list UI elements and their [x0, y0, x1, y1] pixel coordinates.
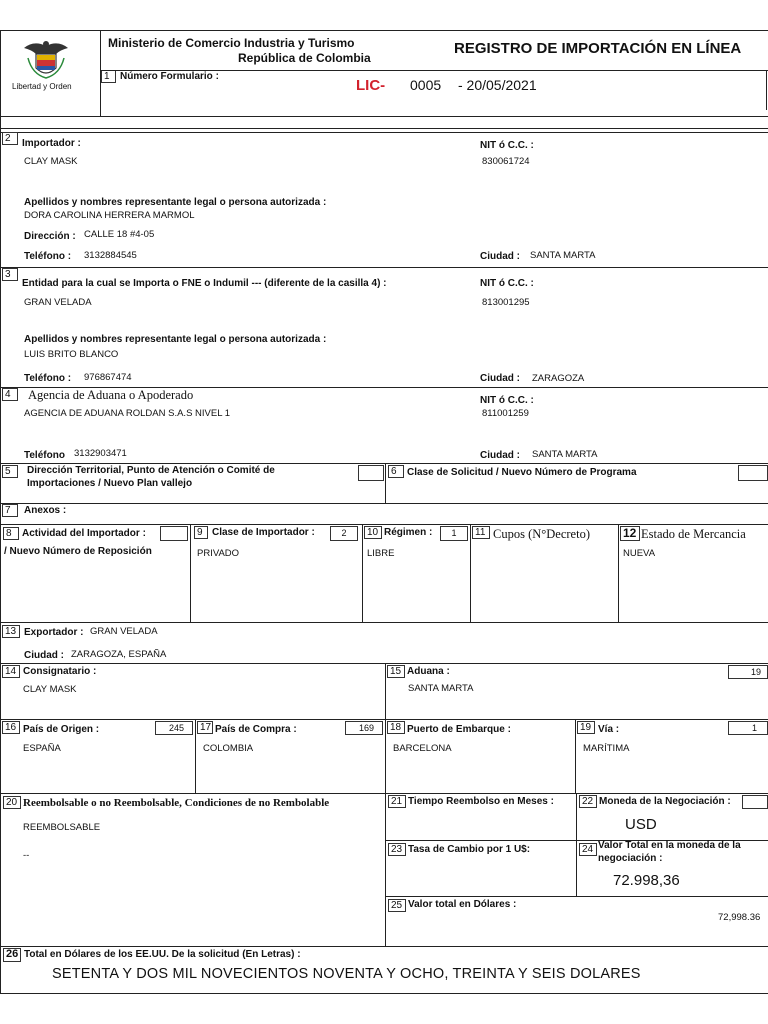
box5-top-rule [0, 463, 768, 464]
box13-value: GRAN VELADA [90, 626, 158, 637]
box10-value: LIBRE [367, 548, 395, 559]
header-gap-rule [0, 128, 768, 129]
box23-label: Tasa de Cambio por 1 U$: [408, 844, 531, 855]
box-number-1: 1 [101, 70, 116, 83]
box14-value: CLAY MASK [23, 684, 77, 695]
box20-value: REEMBOLSABLE [23, 822, 101, 833]
box25-label: Valor total en Dólares : [408, 899, 517, 910]
agency-nit-label: NIT ó C.C. : [480, 395, 534, 406]
box10-label: Régimen : [384, 527, 433, 538]
box6-label: Clase de Solicitud / Nuevo Número de Programa [407, 467, 637, 478]
lic-prefix: LIC- [356, 77, 386, 94]
box5-code-field [358, 465, 384, 481]
importer-address-label: Dirección : [24, 231, 76, 242]
bottom-rule [0, 993, 768, 994]
importer-phone-label: Teléfono : [24, 251, 72, 262]
top-rule [0, 30, 768, 31]
importer-label: Importador : [22, 138, 81, 149]
box16-top-rule [0, 719, 768, 720]
importer-address: CALLE 18 #4-05 [84, 229, 155, 240]
agency-label: Agencia de Aduana o Apoderado [28, 388, 194, 402]
box9-value: PRIVADO [197, 548, 240, 559]
box12-label: Estado de Mercancia [641, 527, 746, 541]
entity-city-label: Ciudad : [480, 373, 520, 384]
importer-name: CLAY MASK [24, 156, 78, 167]
entity-rep: LUIS BRITO BLANCO [24, 349, 119, 360]
box5-label-line1: Dirección Territorial, Punto de Atención o Comité de [27, 465, 275, 476]
box-number-24: 24 [579, 843, 597, 856]
box9-label: Clase de Importador : [212, 527, 315, 538]
box25-value: 72,998.36 [718, 912, 761, 923]
box-number-13: 13 [2, 625, 20, 638]
agency-name: AGENCIA DE ADUANA ROLDAN S.A.S NIVEL 1 [24, 408, 231, 419]
form-number-value: 0005 [410, 77, 442, 93]
box24-value: 72.998,36 [613, 872, 680, 889]
agency-phone-label: Teléfono [24, 450, 65, 461]
box12-value: NUEVA [623, 548, 656, 559]
box-number-6: 6 [388, 465, 404, 478]
form-title: REGISTRO DE IMPORTACIÓN EN LÍNEA [454, 40, 742, 57]
box2-top-rule [0, 132, 768, 133]
box14-top-rule [0, 663, 768, 664]
entity-city: ZARAGOZA [532, 373, 585, 384]
box3-top-rule [0, 267, 768, 268]
agency-phone: 3132903471 [74, 448, 127, 459]
box10-code: 1 [440, 526, 468, 541]
box13-label: Exportador : [24, 627, 84, 638]
box17-value: COLOMBIA [203, 743, 254, 754]
box22-value: USD [625, 816, 657, 833]
box25-top-rule [385, 896, 768, 897]
importer-city-label: Ciudad : [480, 251, 520, 262]
importer-nit-label: NIT ó C.C. : [480, 140, 534, 151]
box-number-9: 9 [194, 526, 208, 539]
box8-top-rule [0, 524, 768, 525]
box26-value: SETENTA Y DOS MIL NOVECIENTOS NOVENTA Y OCHO, TREINTA Y SEIS DOLARES [52, 966, 641, 982]
entity-phone: 976867474 [84, 372, 132, 383]
box11-label: Cupos (N°Decreto) [493, 527, 590, 541]
box9-10-divider [362, 524, 363, 622]
importer-city: SANTA MARTA [530, 250, 596, 261]
entity-nit-label: NIT ó C.C. : [480, 278, 534, 289]
form-date-value: - 20/05/2021 [458, 77, 537, 93]
box-number-22: 22 [579, 795, 597, 808]
entity-label: Entidad para la cual se Importa o FNE o Indumil --- (diferente de la casilla 4) : [22, 278, 387, 289]
importer-phone: 3132884545 [84, 250, 137, 261]
box18-value: BARCELONA [393, 743, 452, 754]
box1-right-rule [766, 70, 767, 110]
box-number-23: 23 [388, 843, 406, 856]
box21-label: Tiempo Reembolso en Meses : [408, 796, 554, 807]
box-number-8: 8 [3, 527, 19, 540]
box14-15-divider [385, 663, 386, 721]
box20-top-rule [0, 793, 768, 794]
box22-code-field [742, 795, 768, 809]
box13-city-label: Ciudad : [24, 650, 64, 661]
box19-code: 1 [728, 721, 768, 735]
box18-19-divider [575, 719, 576, 793]
box-number-16: 16 [2, 721, 20, 734]
box24-label-line2: negociación : [598, 853, 663, 864]
entity-phone-label: Teléfono : [24, 373, 72, 384]
box20-dash: -- [23, 850, 30, 861]
box-number-25: 25 [388, 899, 406, 912]
box-number-10: 10 [364, 526, 382, 539]
box10-11-divider [470, 524, 471, 622]
agency-nit: 811001259 [482, 408, 529, 419]
box-number-2: 2 [2, 132, 18, 145]
agency-city-label: Ciudad : [480, 450, 520, 461]
box5-label-line2: Importaciones / Nuevo Plan vallejo [27, 478, 193, 489]
box-number-20: 20 [3, 796, 21, 809]
box16-label: País de Origen : [23, 724, 100, 735]
box17-code: 169 [345, 721, 383, 735]
entity-rep-label: Apellidos y nombres representante legal o persona autorizada : [24, 334, 327, 345]
box8-sub-label: / Nuevo Número de Reposición [4, 546, 152, 557]
box6-code-field [738, 465, 768, 481]
box20-label: Reembolsable o no Reembolsable, Condiciones de no Rembolable [23, 797, 330, 809]
box7-top-rule [0, 503, 768, 504]
box19-label: Vía : [598, 724, 620, 735]
box26-label: Total en Dólares de los EE.UU. De la solicitud (En Letras) : [24, 949, 301, 960]
box8-label: Actividad del Importador : [22, 528, 146, 539]
box16-value: ESPAÑA [23, 743, 61, 754]
box-number-21: 21 [388, 795, 406, 808]
importer-nit: 830061724 [482, 156, 530, 167]
box-number-15: 15 [387, 665, 405, 678]
box17-18-divider [385, 719, 386, 793]
box-number-17: 17 [197, 721, 213, 734]
box14-label: Consignatario : [23, 666, 97, 677]
form-number-label: Número Formulario : [120, 71, 219, 82]
box-number-3: 3 [2, 268, 18, 281]
box8-code-field [160, 526, 188, 541]
left-rule [0, 30, 1, 994]
box-number-12: 12 [620, 526, 640, 541]
box26-top-rule [0, 946, 768, 947]
box11-12-divider [618, 524, 619, 622]
box-number-11: 11 [472, 526, 490, 539]
importer-rep: DORA CAROLINA HERRERA MARMOL [24, 210, 195, 221]
box22-label: Moneda de la Negociación : [599, 796, 731, 807]
box7-label: Anexos : [24, 505, 67, 516]
box8-9-divider [190, 524, 191, 622]
importer-rep-label: Apellidos y nombres representante legal o persona autorizada : [24, 197, 327, 208]
box16-code: 245 [155, 721, 193, 735]
logo-caption: Libertad y Orden [12, 82, 72, 91]
header-bottom-rule [0, 116, 768, 117]
box17-label: País de Compra : [215, 724, 297, 735]
box-number-4: 4 [2, 388, 18, 401]
box5-6-divider [385, 463, 386, 503]
box21-22-divider [576, 793, 577, 897]
box13-city: ZARAGOZA, ESPAÑA [71, 649, 167, 660]
box13-top-rule [0, 622, 768, 623]
agency-city: SANTA MARTA [532, 449, 598, 460]
box15-code: 19 [728, 665, 768, 679]
box9-code: 2 [330, 526, 358, 541]
entity-name: GRAN VELADA [24, 297, 92, 308]
box18-label: Puerto de Embarque : [407, 724, 511, 735]
box15-label: Aduana : [407, 666, 450, 677]
box-number-26: 26 [3, 948, 21, 962]
ministry-line1: Ministerio de Comercio Industria y Turismo [108, 36, 355, 50]
box15-value: SANTA MARTA [408, 683, 474, 694]
entity-nit: 813001295 [482, 297, 530, 308]
box19-value: MARÍTIMA [583, 743, 630, 754]
box-number-14: 14 [2, 665, 20, 678]
box20-21-divider [385, 793, 386, 946]
box-number-7: 7 [2, 504, 18, 517]
coat-of-arms-logo [18, 38, 74, 82]
box16-17-divider [195, 719, 196, 793]
ministry-line2: República de Colombia [238, 51, 371, 65]
box24-label-line1: Valor Total en la moneda de la [598, 840, 741, 851]
box-number-5: 5 [2, 465, 18, 478]
box-number-18: 18 [387, 721, 405, 734]
box-number-19: 19 [577, 721, 595, 734]
